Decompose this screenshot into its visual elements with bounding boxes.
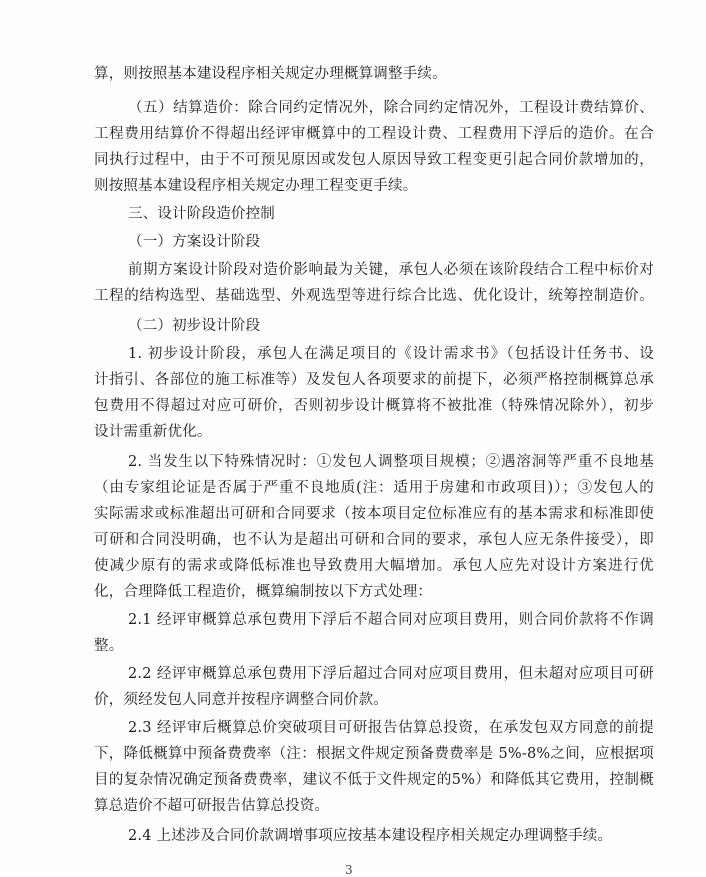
paragraph-line: 使减少原有的需求或降低标准也导致费用大幅增加。承包人应先对设计方案进行优 — [94, 558, 654, 574]
paragraph-line: 包费用不得超过对应可研价，否则初步设计概算将不被批准（特殊情况除外），初步 — [94, 398, 654, 414]
paragraph-line: 算总造价不超可研报告估算总投资。 — [94, 798, 330, 814]
paragraph-line: 工程费用结算价不得超出经评审概算中的工程设计费、工程费用下浮后的造价。在合 — [94, 126, 654, 142]
paragraph-line: 2.2 经评审概算总承包费用下浮后超过合同对应项目费用，但未超对应项目可研 — [128, 666, 654, 682]
paragraph-line: 算，则按照基本建设程序相关规定办理概算调整手续。 — [94, 66, 447, 82]
paragraph-line: 2. 当发生以下特殊情况时：①发包人调整项目规模；②遇溶洞等严重不良地基 — [128, 454, 654, 470]
paragraph-line: （五）结算造价：除合同约定情况外，除合同约定情况外，工程设计费结算价、 — [128, 100, 654, 116]
paragraph-line: 可研和合同没明确，也不认为是超出可研和合同的要求，承包人应无条件接受），即 — [94, 532, 654, 548]
paragraph-line: 2.1 经评审概算总承包费用下浮后不超合同对应项目费用，则合同价款将不作调 — [128, 612, 654, 628]
section-heading: 三、设计阶段造价控制 — [128, 206, 275, 222]
paragraph-line: （由专家组论证是否属于严重不良地质(注：适用于房建和市政项目)）；③发包人的 — [94, 480, 654, 496]
page-number: 3 — [345, 863, 353, 877]
paragraph-line: 2.3 经评审后概算总价突破项目可研报告估算总投资，在承发包双方同意的前提 — [128, 720, 654, 736]
paragraph-line: 则按照基本建设程序相关规定办理工程变更手续。 — [94, 178, 418, 194]
paragraph-line: 1. 初步设计阶段，承包人在满足项目的《设计需求书》（包括设计任务书、设 — [128, 346, 654, 362]
paragraph-line: 2.4 上述涉及合同价款调增事项应按基本建设程序相关规定办理调整手续。 — [128, 828, 613, 844]
paragraph-line: 工程的结构选型、基础选型、外观选型等进行综合比选、优化设计，统筹控制造价。 — [94, 288, 654, 304]
subsection-heading: （一）方案设计阶段 — [128, 234, 261, 250]
paragraph-line: 计指引、各部位的施工标准等）及发包人各项要求的前提下，必须严格控制概算总承 — [94, 372, 654, 388]
paragraph-line: 同执行过程中，由于不可预见原因或发包人原因导致工程变更引起合同价款增加的， — [94, 152, 654, 168]
subsection-heading: （二）初步设计阶段 — [128, 318, 261, 334]
paragraph-line: 价，须经发包人同意并按程序调整合同价款。 — [94, 692, 388, 708]
paragraph-line: 整。 — [94, 638, 124, 654]
paragraph-line: 下，降低概算中预备费费率（注：根据文件规定预备费费率是 5%-8%之间，应根据项 — [94, 746, 654, 762]
paragraph-line: 化，合理降低工程造价，概算编制按以下方式处理： — [94, 584, 433, 600]
paragraph-line: 目的复杂情况确定预备费费率，建议不低于文件规定的5%）和降低其它费用，控制概 — [94, 772, 654, 788]
paragraph-line: 前期方案设计阶段对造价影响最为关键，承包人必须在该阶段结合工程中标价对 — [128, 262, 654, 278]
paragraph-line: 设计需重新优化。 — [94, 424, 212, 440]
paragraph-line: 实际需求或标准超出可研和合同要求（按本项目定位标准应有的基本需求和标准即使 — [94, 506, 654, 522]
